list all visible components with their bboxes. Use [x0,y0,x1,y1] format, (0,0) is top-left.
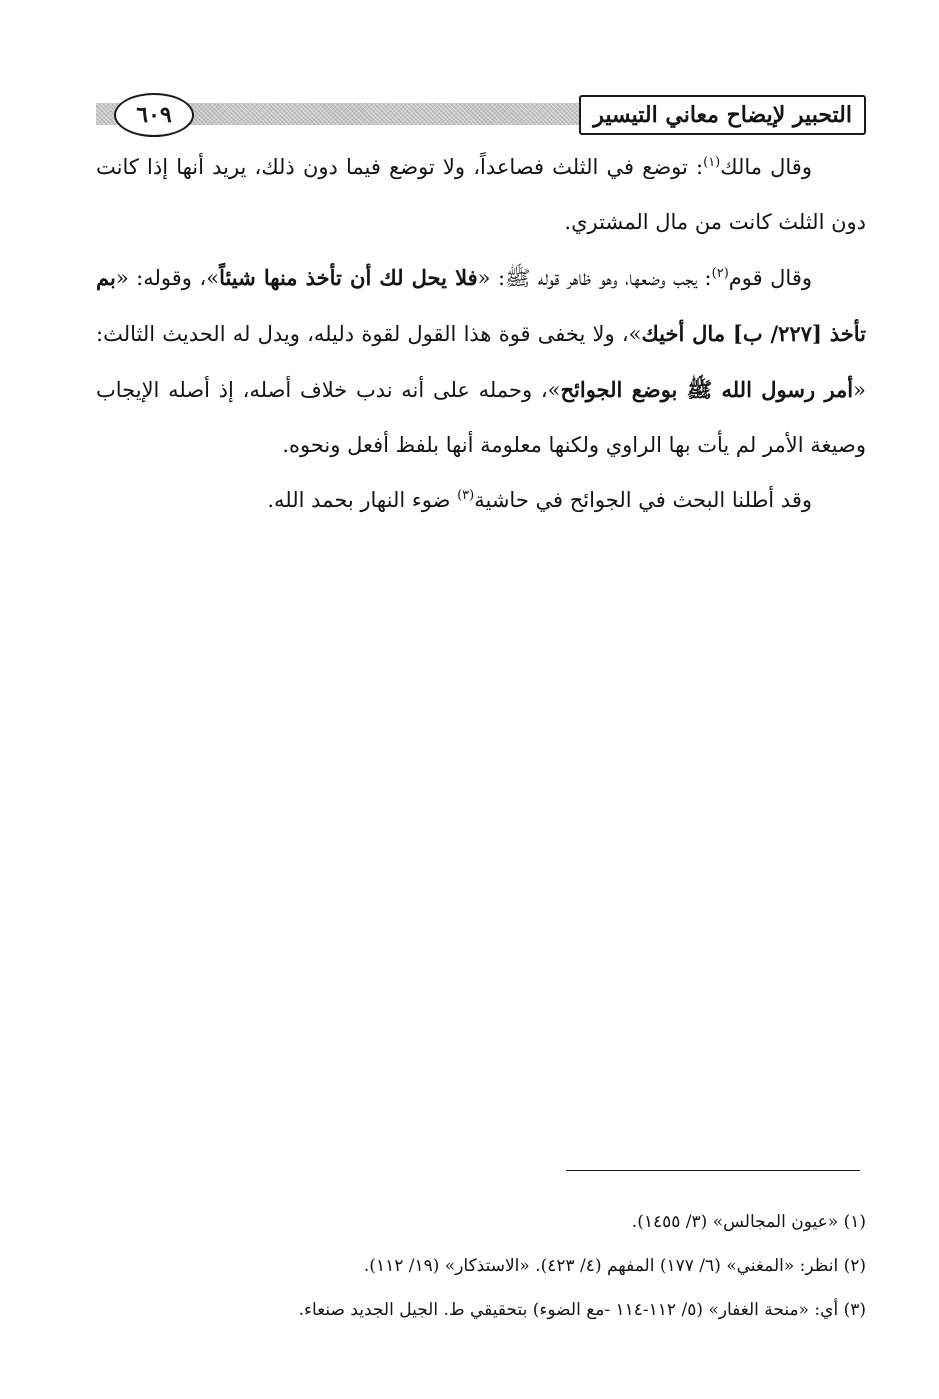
text-run: »، وحمله على أنه ندب خلاف أصله، إذ أصله الإيجاب وصيغة الأمر لم يأت بها الراوي ولكنها معلومة أنها بلفظ أفعل ونحوه. [96,378,866,457]
footnote-2: (٢) انظر: «المغني» (٦/ ١٧٧) المفهم (٤/ ٤٢٣). «الاستذكار» (١٩/ ١١٢). [363,1256,866,1276]
paragraph-1 [96,140,866,250]
hadith-quote-1: فلا يحل لك أن تأخذ منها شيئاً [219,265,478,290]
main-text [96,140,866,528]
running-header [96,93,866,137]
footnote-1: (١) «عيون المجالس» (٣/ ١٤٥٥). [631,1212,866,1232]
book-title: التحبير لإيضاح معاني التيسير [579,95,866,135]
hadith-quote-3: أمر رسول الله ﷺ بوضع الجوائح [560,377,854,402]
text-run: ضوء النهار بحمد الله. [267,488,458,512]
text-run: »، وقوله: « [115,266,220,290]
text-run: : توضع في الثلث فصاعداً، ولا توضع فيما دون ذلك، يريد أنها إذا كانت دون الثلث كانت من مال المشتري. [96,155,866,234]
text-run: »، ولا يخفى قوة هذا القول لقوة دليله، ويدل له الحديث الثالث: « [96,322,866,402]
text-run: وقال مالك [720,155,812,179]
footnote-ref-1: (١) [703,155,721,170]
footnote-ref-3: (٣) [457,488,475,503]
footnote-ref-2: (٢) [711,266,729,281]
hadith-quote-2: بم تأخذ [٢٢٧/ ب] مال أخيك [96,265,866,346]
text-run: : يجب وضعها، وهو ظاهر قوله ﷺ: « [477,266,712,290]
text-run: وقد أطلنا البحث في الجوائح في حاشية [474,488,812,512]
footnote-separator [566,1170,860,1171]
paragraph-2 [96,250,866,473]
footnote-3: (٣) أي: «منحة الغفار» (٥/ ١١٢-١١٤ -مع الضوء) بتحقيقي ط. الجيل الجديد صنعاء. [298,1300,866,1320]
page-number: ٦٠٩ [114,93,194,137]
paragraph-3 [96,473,866,528]
text-run: وقال قوم [728,266,812,290]
footnotes [96,1205,866,1337]
